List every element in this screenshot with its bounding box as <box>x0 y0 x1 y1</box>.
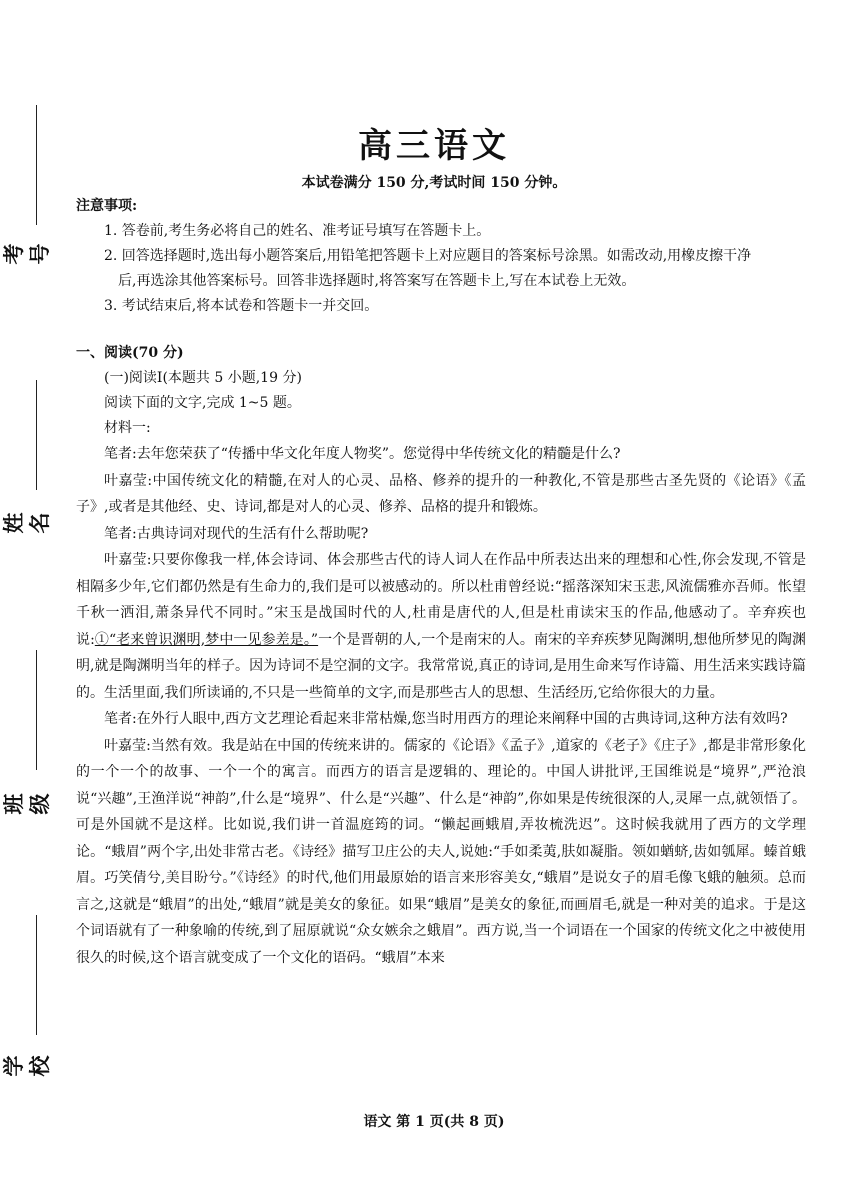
notice-item: 1. 答卷前,考生务必将自己的姓名、准考证号填写在答题卡上。 <box>104 223 491 239</box>
subsection-heading: (一)阅读Ⅰ(本题共 5 小题,19 分) <box>104 370 302 386</box>
notice-item: 2. 回答选择题时,选出每小题答案后,用铅笔把答题卡上对应题目的答案标号涂黑。如需改动,用橡皮擦干净 <box>104 248 752 264</box>
margin-line-name <box>36 380 37 490</box>
margin-line-class <box>36 650 37 770</box>
article-paragraph: 笔者:古典诗词对现代的生活有什么帮助呢? <box>104 525 369 542</box>
margin-label-school: 学校 <box>2 1055 52 1077</box>
notice-item: 后,再选涂其他答案标号。回答非选择题时,将答案写在答题卡上,写在本试卷上无效。 <box>118 273 636 289</box>
section-heading: 一、阅读(70 分) <box>76 345 184 361</box>
margin-label-name: 姓名 <box>2 512 52 534</box>
article-text: 叶嘉莹:只要你像我一样,体会诗词、体会那些古代的诗人词人在作品中所表达出来的理想和心性,你会发现,不管是相隔多少年,它们都仍然是有生命力的,我们是可以被感动的。所以杜甫曾经说:“摇落深知宋玉悲,风流儒雅亦吾师。怅望千秋一洒泪,萧条异代不同时。”宋玉是战国时代的人,杜甫是唐代的人,但是杜甫读宋玉的作品,他感动了。辛弃疾也说: <box>76 552 806 648</box>
article-paragraph: 笔者:在外行人眼中,西方文艺理论看起来非常枯燥,您当时用西方的理论来阐释中国的古典诗词,这种方法有效吗? <box>104 711 788 727</box>
notice-item: 3. 考试结束后,将本试卷和答题卡一并交回。 <box>104 298 379 314</box>
instruction: 阅读下面的文字,完成 1~5 题。 <box>104 395 301 411</box>
margin-line-school <box>36 915 37 1035</box>
margin-label-exam-number: 考号 <box>2 243 52 265</box>
margin-label-class: 班级 <box>2 793 52 815</box>
exam-info: 本试卷满分 150 分,考试时间 150 分钟。 <box>301 175 567 191</box>
article-paragraph <box>76 547 806 706</box>
page-footer: 语文 第 1 页(共 8 页) <box>363 1114 505 1130</box>
article-text: 一个是晋朝的人,一个是南宋的人。南宋的辛弃疾梦见陶渊明,想他所梦见的陶渊明,就是陶渊明当年的样子。因为诗词不是空洞的文字。我常常说,真正的诗词,是用生命来写作诗篇、用生活来实践诗篇的。生活里面,我们所读诵的,不只是一些简单的文字,而是那些古人的思想、生活经历,它给你很大的力量。 <box>76 631 807 701</box>
main-content <box>76 194 806 971</box>
material-label: 材料一: <box>104 420 151 436</box>
article-paragraph: 叶嘉莹:当然有效。我是站在中国的传统来讲的。儒家的《论语》《孟子》,道家的《老子》《庄子》,都是非常形象化的一个一个的故事、一个一个的寓言。而西方的语言是逻辑的、理论的。中国人讲批评,王国维说是“境界”,严沧浪说“兴趣”,王渔洋说“神韵”,什么是“境界”、什么是“兴趣”、什么是“神韵”,你如果是传统很深的人,灵犀一点,就领悟了。可是外国就不是这样。比如说,我们讲一首温庭筠的词。“懒起画蛾眉,弄妆梳洗迟”。这时候我就用了西方的文学理论。“蛾眉”两个字,出处非常古老。《诗经》描写卫庄公的夫人,说她:“手如柔荑,肤如凝脂。领如蝤蛴,齿如瓠犀。螓首蛾眉。巧笑倩兮,美目盼兮。”《诗经》的时代,他们用最原始的语言来形容美女,“蛾眉”是说女子的眉毛像飞蛾的触须。总而言之,这就是“蛾眉”的出处,“蛾眉”就是美女的象征。如果“蛾眉”是美女的象征,而画眉毛,就是一种对美的追求。于是这个词语就有了一种象喻的传统,到了屈原就说“众女嫉余之蛾眉”。西方说,当一个词语在一个国家的传统文化之中被使用很久的时候,这个语言就变成了一个文化的语码。“蛾眉”本来 <box>76 737 806 966</box>
article-paragraph: 笔者:去年您荣获了“传播中华文化年度人物奖”。您觉得中华传统文化的精髓是什么? <box>104 446 621 462</box>
page-title: 高三语文 <box>358 126 510 166</box>
notice-heading: 注意事项: <box>76 198 138 214</box>
underlined-quote: ①“老来曾识渊明,梦中一见参差是。” <box>94 631 319 648</box>
article-paragraph: 叶嘉莹:中国传统文化的精髓,在对人的心灵、品格、修养的提升的一种教化,不管是那些古圣先贤的《论语》《孟子》,或者是其他经、史、诗词,都是对人的心灵、修养、品格的提升和锻炼。 <box>76 472 806 515</box>
